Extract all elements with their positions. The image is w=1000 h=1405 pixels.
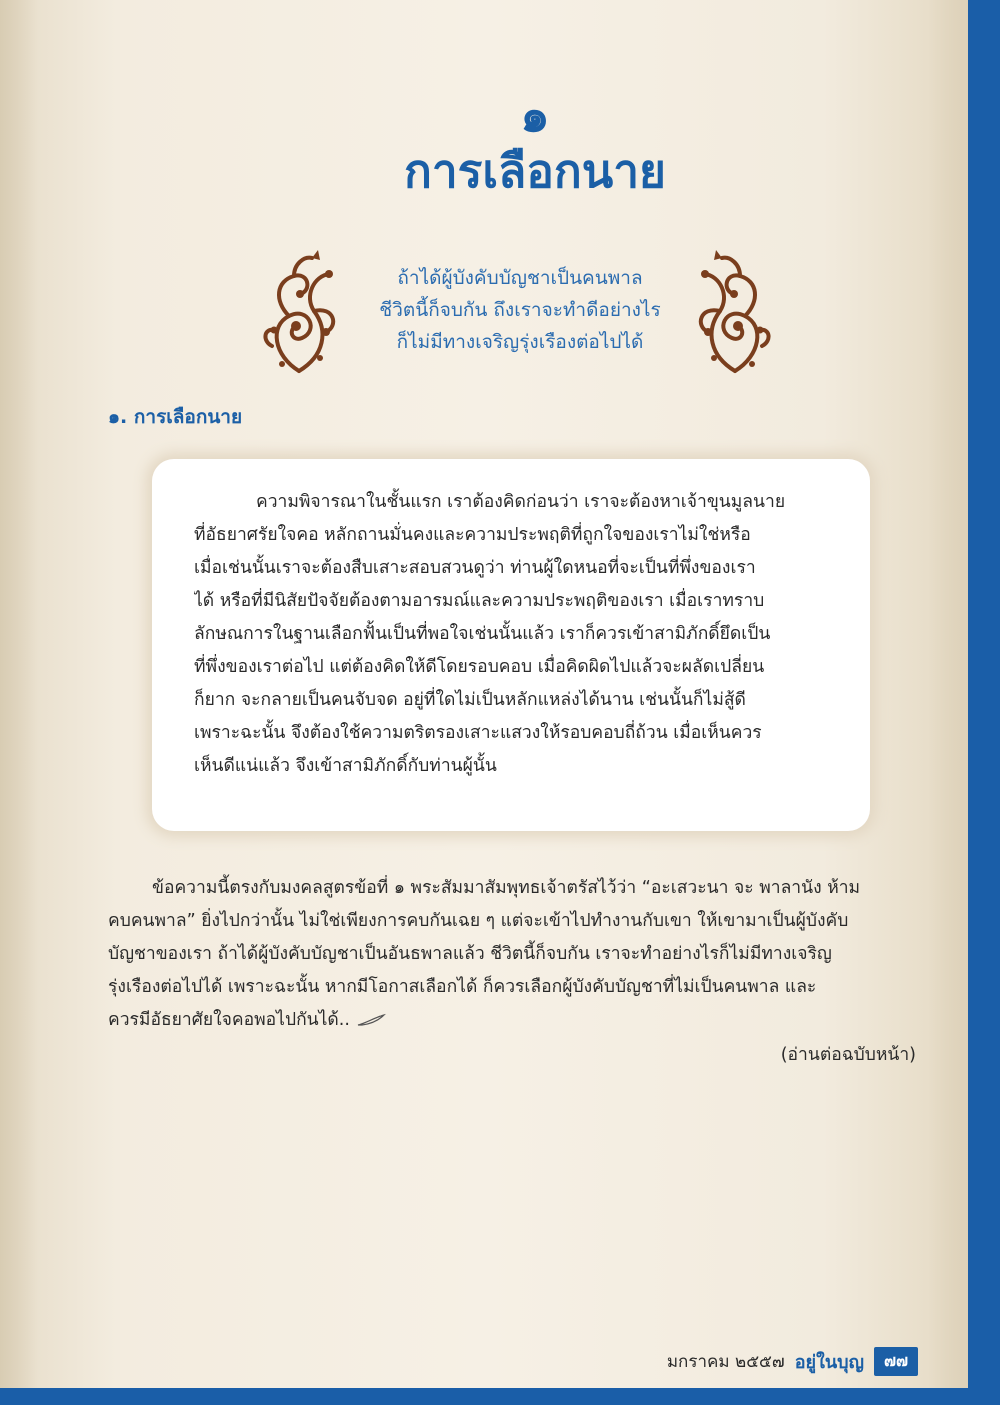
page-number: ๗๗ — [874, 1347, 918, 1376]
text-line: เห็นดีแน่แล้ว จึงเข้าสามิภักดิ์กับท่านผู้นั้น — [194, 756, 497, 776]
quote-line: ก็ไม่มีทางเจริญรุ่งเรืองต่อไปได้ — [396, 331, 644, 353]
issue-date: มกราคม ๒๕๕๗ — [666, 1352, 785, 1372]
text-line: ที่พึ่งของเราต่อไป แต่ต้องคิดให้ดีโดยรอบคอบ เมื่อคิดผิดไปแล้วจะผลัดเปลี่ยน — [194, 657, 765, 677]
chapter-title: การเลือกนาย — [403, 144, 666, 198]
floral-scroll-icon — [690, 246, 780, 376]
quill-end-icon — [356, 1013, 386, 1027]
text-line: คบคนพาล” ยิ่งไปกว่านั้น ไม่ใช่เพียงการคบกันเฉย ๆ แต่จะเข้าไปทำงานกับเขา ให้เขามาเป็นผู้บังคับ — [108, 911, 849, 931]
quote-line: ถ้าได้ผู้บังคับบัญชาเป็นคนพาล — [397, 267, 643, 289]
text-line: ความพิจารณาในชั้นแรก เราต้องคิดก่อนว่า เราจะต้องหาเจ้าขุนมูลนาย — [256, 492, 786, 512]
text-line: ได้ หรือที่มีนิสัยปัจจัยต้องตามอารมณ์และความประพฤติของเรา เมื่อเราทราบ — [194, 591, 765, 611]
text-line: ลักษณการในฐานเลือกฟั้นเป็นที่พอใจเช่นนั้นแล้ว เราก็ควรเข้าสามิภักดิ์ยึดเป็น — [194, 624, 771, 644]
text-line-content: ควรมีอัธยาศัยใจคอพอไปกันได้.. — [108, 1010, 350, 1030]
quote-line: ชีวิตนี้ก็จบกัน ถึงเราจะทำดีอย่างไร — [379, 299, 661, 321]
floral-scroll-icon — [254, 246, 344, 376]
text-line: ข้อความนี้ตรงกับมงคลสูตรข้อที่ ๑ พระสัมมาสัมพุทธเจ้าตรัสไว้ว่า “อะเสวะนา จะ พาลานัง ห้าม — [152, 878, 861, 898]
continued-note: (อ่านต่อฉบับหน้า) — [780, 1045, 916, 1065]
text-line: เพราะฉะนั้น จึงต้องใช้ความตริตรองเสาะแสวงให้รอบคอบถี่ถ้วน เมื่อเห็นควร — [194, 723, 762, 743]
pull-quote — [340, 262, 700, 358]
chapter-number: ๑ — [520, 88, 550, 142]
page-footer — [667, 1347, 918, 1376]
text-line: ที่อัธยาศรัยใจคอ หลักถานมั่นคงและความประพฤติที่ถูกใจของเราไม่ใช่หรือ — [194, 525, 751, 545]
text-line — [108, 1004, 918, 1037]
excerpt-text — [194, 486, 836, 783]
body-paragraph — [108, 872, 918, 1037]
magazine-name: อยู่ในบุญ — [794, 1352, 864, 1373]
text-line: ก็ยาก จะกลายเป็นคนจับจด อยู่ที่ใดไม่เป็นหลักแหล่งได้นาน เช่นนั้นก็ไม่สู้ดี — [194, 690, 746, 710]
text-line: บัญชาของเรา ถ้าได้ผู้บังคับบัญชาเป็นอันธพาลแล้ว ชีวิตนี้ก็จบกัน เราจะทำอย่างไรก็ไม่มีทางเจริญ — [108, 944, 832, 964]
section-heading: ๑. การเลือกนาย — [108, 406, 243, 428]
text-line: เมื่อเช่นนั้นเราจะต้องสืบเสาะสอบสวนดูว่า ท่านผู้ใดหนอที่จะเป็นที่พึ่งของเรา — [194, 558, 756, 578]
text-line: รุ่งเรืองต่อไปได้ เพราะฉะนั้น หากมีโอกาสเลือกได้ ก็ควรเลือกผู้บังคับบัญชาที่ไม่เป็นคนพาล และ — [108, 977, 817, 997]
